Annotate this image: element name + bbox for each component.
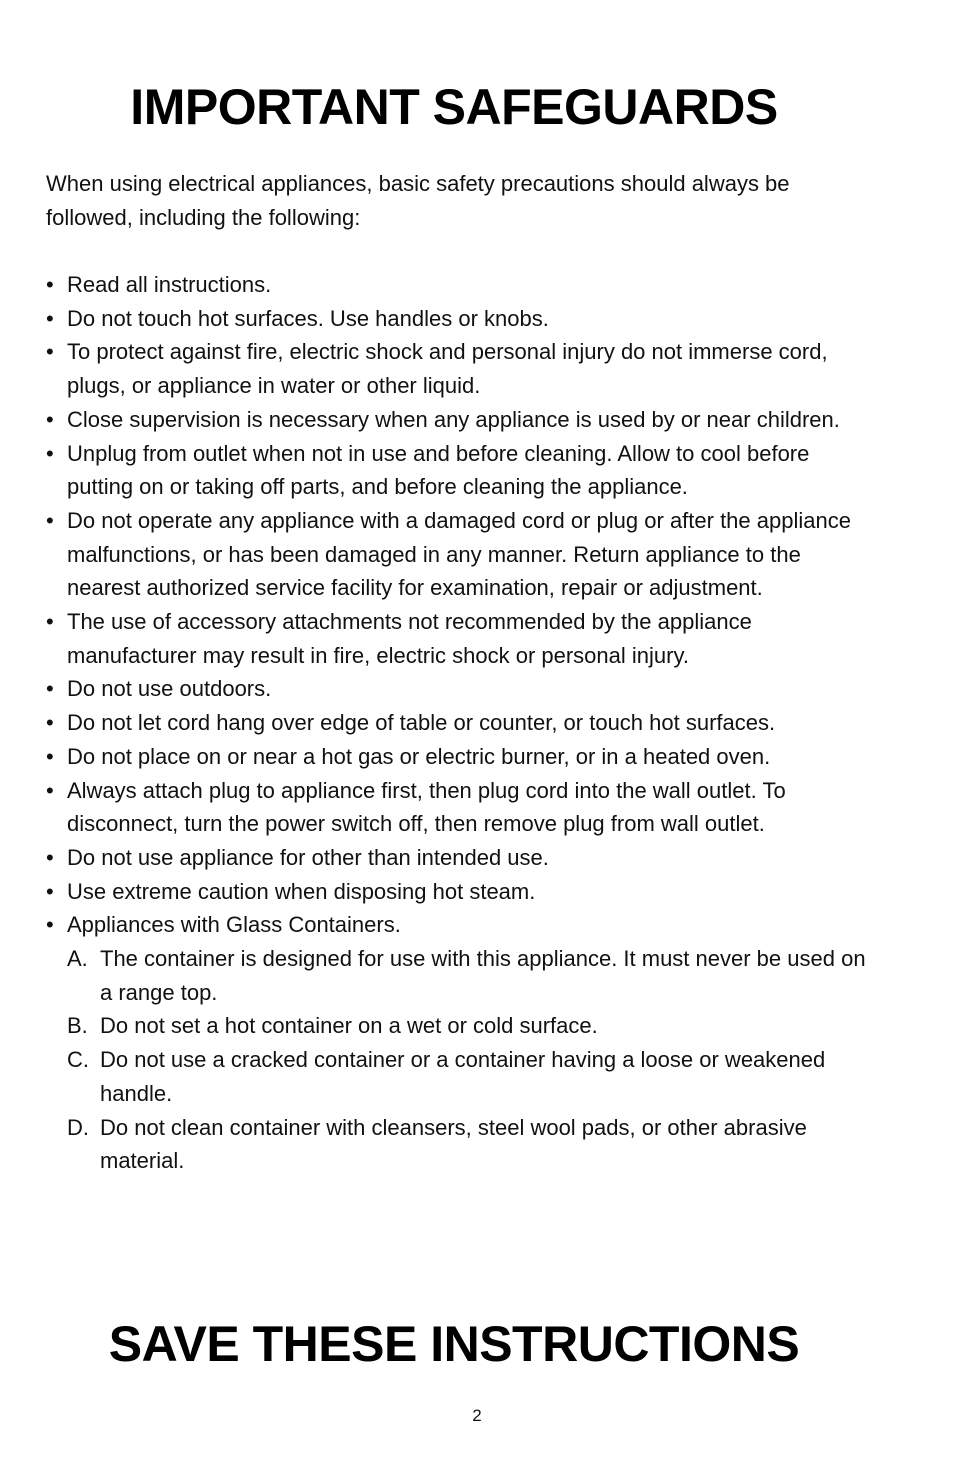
bullet-icon: • — [46, 676, 54, 702]
list-item — [46, 403, 876, 437]
bullet-icon: • — [46, 912, 54, 938]
intro-paragraph: When using electrical appliances, basic safety precautions should always be followed, including the following: — [46, 171, 790, 230]
list-item-text: Do not use outdoors. — [67, 676, 272, 702]
list-item — [46, 302, 876, 336]
list-item-text: To protect against fire, electric shock and personal injury do not immerse cord, plugs, or appliance in water or other liquid. — [67, 339, 828, 399]
list-item-text: Do not touch hot surfaces. Use handles or knobs. — [67, 305, 549, 331]
list-item-text: Close supervision is necessary when any appliance is used by or near children. — [67, 406, 840, 432]
list-item-text: Read all instructions. — [67, 272, 272, 297]
sublist-item — [67, 1111, 876, 1178]
list-item — [46, 504, 876, 605]
bullet-icon: • — [46, 440, 54, 466]
list-item — [46, 740, 876, 774]
bullet-icon: • — [46, 339, 54, 365]
page-title: IMPORTANT SAFEGUARDS — [130, 79, 778, 135]
bullet-icon: • — [46, 507, 54, 533]
list-item — [46, 706, 876, 740]
bullet-icon: • — [46, 878, 54, 904]
save-instructions-title: SAVE THESE INSTRUCTIONS — [108, 1316, 800, 1372]
bullet-icon: • — [46, 777, 54, 803]
list-item — [46, 605, 876, 672]
list-item — [46, 774, 876, 841]
sublist-letter: A. — [67, 946, 88, 972]
sublist-item-text: The container is designed for use with this appliance. It must never be used on a range top. — [100, 946, 866, 1005]
bullet-icon: • — [46, 305, 54, 331]
list-item — [46, 841, 876, 875]
sublist-item — [67, 1043, 876, 1110]
list-item — [46, 875, 876, 909]
bullet-icon: • — [46, 710, 54, 736]
sublist-item-text: Do not use a cracked container or a container having a loose or weakened handle. — [100, 1047, 826, 1106]
page-number: 2 — [472, 1406, 482, 1425]
bullet-icon: • — [46, 406, 54, 432]
sublist-letter: C. — [67, 1047, 89, 1073]
bullet-icon: • — [46, 609, 54, 635]
list-item — [46, 908, 876, 1178]
sublist-item-text: Do not clean container with cleansers, steel wool pads, or other abrasive material. — [100, 1114, 807, 1174]
sublist-letter: B. — [67, 1013, 88, 1039]
list-item-text: Appliances with Glass Containers. — [67, 912, 401, 938]
list-item-text: Do not let cord hang over edge of table or counter, or touch hot surfaces. — [67, 710, 776, 736]
sublist-item-text: Do not set a hot container on a wet or cold surface. — [100, 1013, 598, 1039]
list-item — [46, 437, 876, 504]
bullet-icon: • — [46, 844, 54, 870]
list-item-text: The use of accessory attachments not recommended by the appliance manufacturer may result in fire, electric shock or personal injury. — [67, 609, 752, 668]
bullet-icon: • — [46, 743, 54, 769]
list-item — [46, 672, 876, 706]
list-item — [46, 335, 876, 402]
sublist-letter: D. — [67, 1114, 89, 1140]
list-item-text: Do not operate any appliance with a damaged cord or plug or after the appliance malfunctions, or has been damaged in any manner. Return appliance to the nearest authorized service facility for examination, repair or adjustment. — [67, 507, 851, 601]
safeguards-list — [46, 268, 876, 1178]
glass-container-sublist — [67, 942, 876, 1178]
sublist-item — [67, 1009, 876, 1043]
list-item-text: Unplug from outlet when not in use and before cleaning. Allow to cool before putting on or taking off parts, and before cleaning the appliance. — [67, 440, 810, 500]
bullet-icon: • — [46, 272, 54, 297]
list-item-text: Do not use appliance for other than intended use. — [67, 844, 549, 870]
list-item-text: Use extreme caution when disposing hot steam. — [67, 878, 536, 904]
list-item-text: Always attach plug to appliance first, then plug cord into the wall outlet. To disconnect, turn the power switch off, then remove plug from wall outlet. — [67, 777, 786, 837]
sublist-item — [67, 942, 876, 1009]
list-item-text: Do not place on or near a hot gas or electric burner, or in a heated oven. — [67, 743, 771, 769]
list-item — [46, 268, 876, 302]
